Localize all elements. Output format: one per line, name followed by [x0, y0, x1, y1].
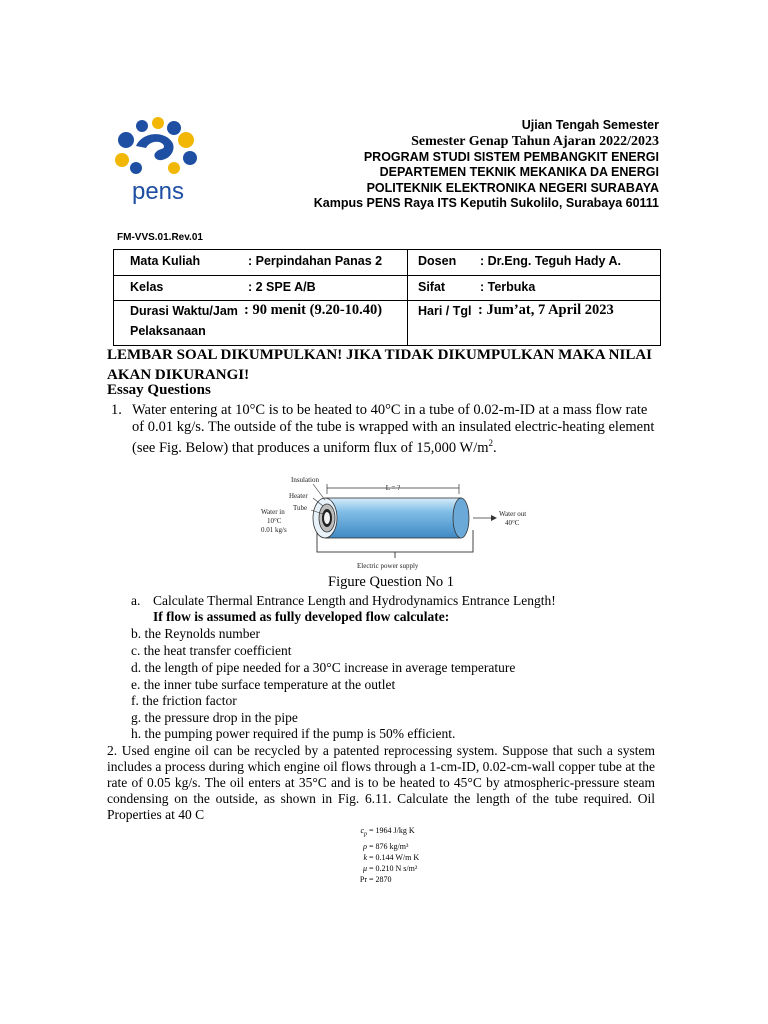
prop-row: μ = 0.210 N s/m²	[362, 863, 418, 873]
subq-h: h. the pumping power required if the pump is 50% efficient.	[131, 726, 456, 741]
header-line-2: Semester Genap Tahun Ajaran 2022/2023	[411, 133, 659, 149]
prop-row: ρ = 876 kg/m³	[363, 841, 409, 851]
subq-g: g. the pressure drop in the pipe	[131, 710, 298, 725]
question-1	[111, 402, 656, 456]
kelas-label: Kelas	[130, 280, 164, 294]
prop-row: k = 0.144 W/m K	[363, 852, 420, 862]
header-line-3: PROGRAM STUDI SISTEM PEMBANGKIT ENERGI	[363, 149, 659, 164]
exam-header	[314, 118, 659, 212]
durasi-value: : 90 menit (9.20-10.40)	[244, 302, 383, 318]
question-1-number: 1.	[111, 402, 122, 418]
subq-e: e. the inner tube surface temperature at the outlet	[131, 677, 396, 692]
form-code: FM-VVS.01.Rev.01	[117, 232, 203, 243]
insulation-label: Insulation	[291, 476, 319, 484]
question-1-end: .	[493, 439, 497, 456]
water-out-label: Water out	[499, 510, 527, 518]
durasi-label: Durasi Waktu/Jam	[130, 304, 238, 318]
tube-label: Tube	[293, 504, 308, 512]
hari-label: Hari / Tgl	[418, 304, 472, 318]
length-label: L = ?	[385, 484, 401, 492]
water-in-temp: 10°C	[267, 517, 282, 525]
header-line-5: POLITEKNIK ELEKTRONIKA NEGERI SURABAYA	[366, 180, 659, 195]
question-2: 2. Used engine oil can be recycled by a patented reprocessing system. Suppose that such a system includes a process during which engine oil flows through a 1-cm-ID, 0.02-cm-wall copper tube at the rate of 0.05 kg/s. The oil enters at 35°C and is to be heated to 45°C by atmospheric-pressure steam condensing on the outside, as shown in Fig. 6.11. Calculate the length of the tube required. Oil Properties at 40 C	[107, 743, 655, 822]
power-supply-label: Electric power supply	[357, 562, 419, 570]
mata-kuliah-value: : Perpindahan Panas 2	[248, 254, 383, 268]
question-1-sup: 2	[488, 438, 494, 448]
prop-row: Pr = 2870	[359, 874, 392, 884]
pens-logo	[112, 114, 204, 206]
heater-label: Heater	[289, 492, 308, 500]
subq-f: f. the friction factor	[131, 693, 237, 708]
subq-a-text: Calculate Thermal Entrance Length and Hydrodynamics Entrance Length!	[153, 593, 556, 608]
prop-row: $c_p = 1964$ J/kg K	[360, 826, 415, 838]
collection-warning: LEMBAR SOAL DIKUMPULKAN! JIKA TIDAK DIKUMPULKAN MAKA NILAI AKAN DIKURANGI!	[107, 347, 652, 383]
durasi-label-2: Pelaksanaan	[130, 324, 206, 338]
essay-questions-title: Essay Questions	[107, 382, 211, 398]
header-line-1: Ujian Tengah Semester	[521, 118, 659, 132]
kelas-value: : 2 SPE A/B	[248, 280, 316, 294]
subq-d: d. the length of pipe needed for a 30°C increase in average temperature	[131, 660, 516, 675]
header-line-4: DEPARTEMEN TEKNIK MEKANIKA DA ENERGI	[379, 165, 659, 179]
water-in-flow: 0.01 kg/s	[261, 526, 287, 534]
dosen-label: Dosen	[418, 254, 457, 268]
header-line-6: Kampus PENS Raya ITS Keputih Sukolilo, Surabaya 60111	[313, 196, 659, 210]
subq-b: b. the Reynolds number	[131, 626, 260, 641]
heated-tube-figure	[255, 472, 535, 574]
question-1-text: Water entering at 10°C is to be heated to 40°C in a tube of 0.02-m-ID at a mass flow rate of 0.01 kg/s. The outside of the tube is wrapped with an insulated electric-heating element (see Fig. Below) that produces a uniform flux of 15,000 W/m	[132, 402, 655, 456]
water-in-label: Water in	[261, 508, 285, 516]
sifat-label: Sifat	[418, 280, 446, 294]
sifat-value: : Terbuka	[480, 280, 536, 294]
figure-caption: Figure Question No 1	[328, 574, 455, 590]
oil-properties	[337, 825, 419, 885]
hari-value: : Jum’at, 7 April 2023	[478, 302, 614, 318]
mata-kuliah-label: Mata Kuliah	[130, 254, 201, 268]
subq-assumption: If flow is assumed as fully developed flow calculate:	[153, 609, 450, 624]
subq-c: c. the heat transfer coefficient	[131, 643, 292, 658]
svg-text:pens: pens	[131, 178, 185, 205]
subq-a-label: a.	[131, 593, 141, 608]
dosen-value: : Dr.Eng. Teguh Hady A.	[480, 254, 621, 268]
water-out-temp: 40°C	[505, 519, 520, 527]
exam-info-table	[113, 249, 661, 346]
